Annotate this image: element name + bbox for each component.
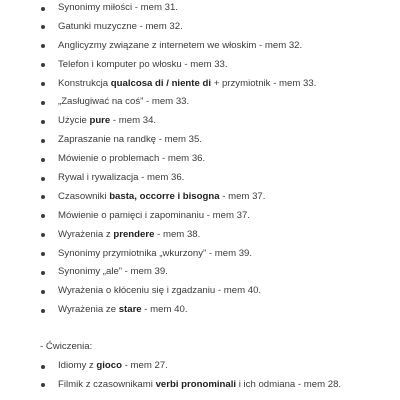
list-item [41, 75, 396, 94]
bullet-icon [41, 101, 45, 105]
item-text: Mówienie o problemach - mem 36. [58, 153, 206, 165]
list-item [41, 131, 396, 150]
item-text: Anglicyzmy związane z internetem we włoskim - mem 32. [58, 39, 303, 51]
list-item [41, 245, 396, 264]
item-text: + przymiotnik - mem 33. [211, 77, 317, 89]
bullet-icon [41, 158, 45, 162]
bullet-icon [41, 214, 45, 218]
list-item [41, 37, 396, 56]
bullet-icon [41, 195, 45, 199]
item-text: Wyrażenia ze [58, 304, 119, 316]
item-text: Wyrażenia z [58, 228, 114, 240]
bullet-icon [41, 120, 45, 124]
item-text: - mem 27. [121, 360, 168, 371]
bullet-icon [41, 233, 45, 237]
item-text: Synonimy miłości - mem 31. [58, 2, 178, 13]
item-text: Gatunki muzyczne - mem 32. [58, 20, 183, 32]
item-text: - mem 37. [219, 190, 266, 202]
item-text: - mem 34. [110, 115, 157, 127]
bold-term: pure [89, 115, 111, 127]
item-text: Mówienie o pamięci i zapominaniu - mem 37. [58, 209, 250, 221]
item-text: - mem 38. [154, 228, 201, 240]
bullet-icon [41, 7, 45, 11]
bullet-icon [41, 82, 45, 86]
bullet-icon [41, 139, 45, 143]
item-text: Telefon i komputer po włosku - mem 33. [58, 58, 228, 70]
list-item [41, 150, 396, 169]
list-item [41, 188, 396, 207]
list-item [41, 282, 396, 301]
item-text: „Zasługiwać na coś” - mem 33. [58, 96, 190, 108]
bullet-icon [41, 44, 45, 48]
list-item [41, 207, 396, 226]
bullet-icon [41, 309, 45, 313]
list-item [41, 0, 396, 18]
exercises-heading: - Ćwiczenia: [40, 341, 93, 352]
exercise-item [41, 357, 396, 376]
item-text: Zapraszanie na randkę - mem 35. [58, 134, 202, 146]
bullet-icon [41, 271, 45, 275]
item-text: Synonimy przymiotnika „wkurzony” - mem 39. [58, 247, 253, 259]
bullet-icon [41, 365, 45, 369]
bold-term: basta, occorre i bisogna [109, 190, 220, 202]
bold-term: gioco [96, 360, 122, 371]
item-text: Filmik z czasownikami [58, 378, 156, 390]
list-item [41, 112, 396, 131]
bold-term: stare [118, 304, 142, 316]
bold-term: verbi pronominali [155, 378, 237, 390]
topic-list [41, 0, 396, 320]
exercise-list [41, 357, 396, 395]
item-text: Synonimy „ale” - mem 39. [58, 266, 168, 278]
bold-term: prendere [113, 228, 155, 240]
bullet-icon [41, 252, 45, 256]
list-item [41, 301, 396, 320]
list-item [41, 226, 396, 245]
item-text: Konstrukcja [58, 77, 111, 89]
bullet-icon [41, 63, 45, 67]
list-item [41, 56, 396, 75]
bullet-icon [41, 25, 45, 29]
bold-term: qualcosa di / niente di [110, 77, 212, 89]
item-text: Czasowniki [58, 190, 110, 202]
item-text: Użycie [58, 115, 90, 127]
item-text: i ich odmiana - mem 28. [236, 378, 342, 390]
list-item [41, 18, 396, 37]
bullet-icon [41, 177, 45, 181]
item-text: Wyrażenia o kłóceniu się i zgadzaniu - mem 40. [58, 285, 262, 297]
list-item [41, 169, 396, 188]
bullet-icon [41, 290, 45, 294]
list-item [41, 263, 396, 282]
item-text: Idiomy z [58, 360, 97, 371]
bullet-icon [41, 383, 45, 387]
exercise-item [41, 376, 396, 395]
item-text: Rywal i rywalizacja - mem 36. [58, 172, 185, 184]
list-item [41, 93, 396, 112]
item-text: - mem 40. [141, 304, 188, 316]
